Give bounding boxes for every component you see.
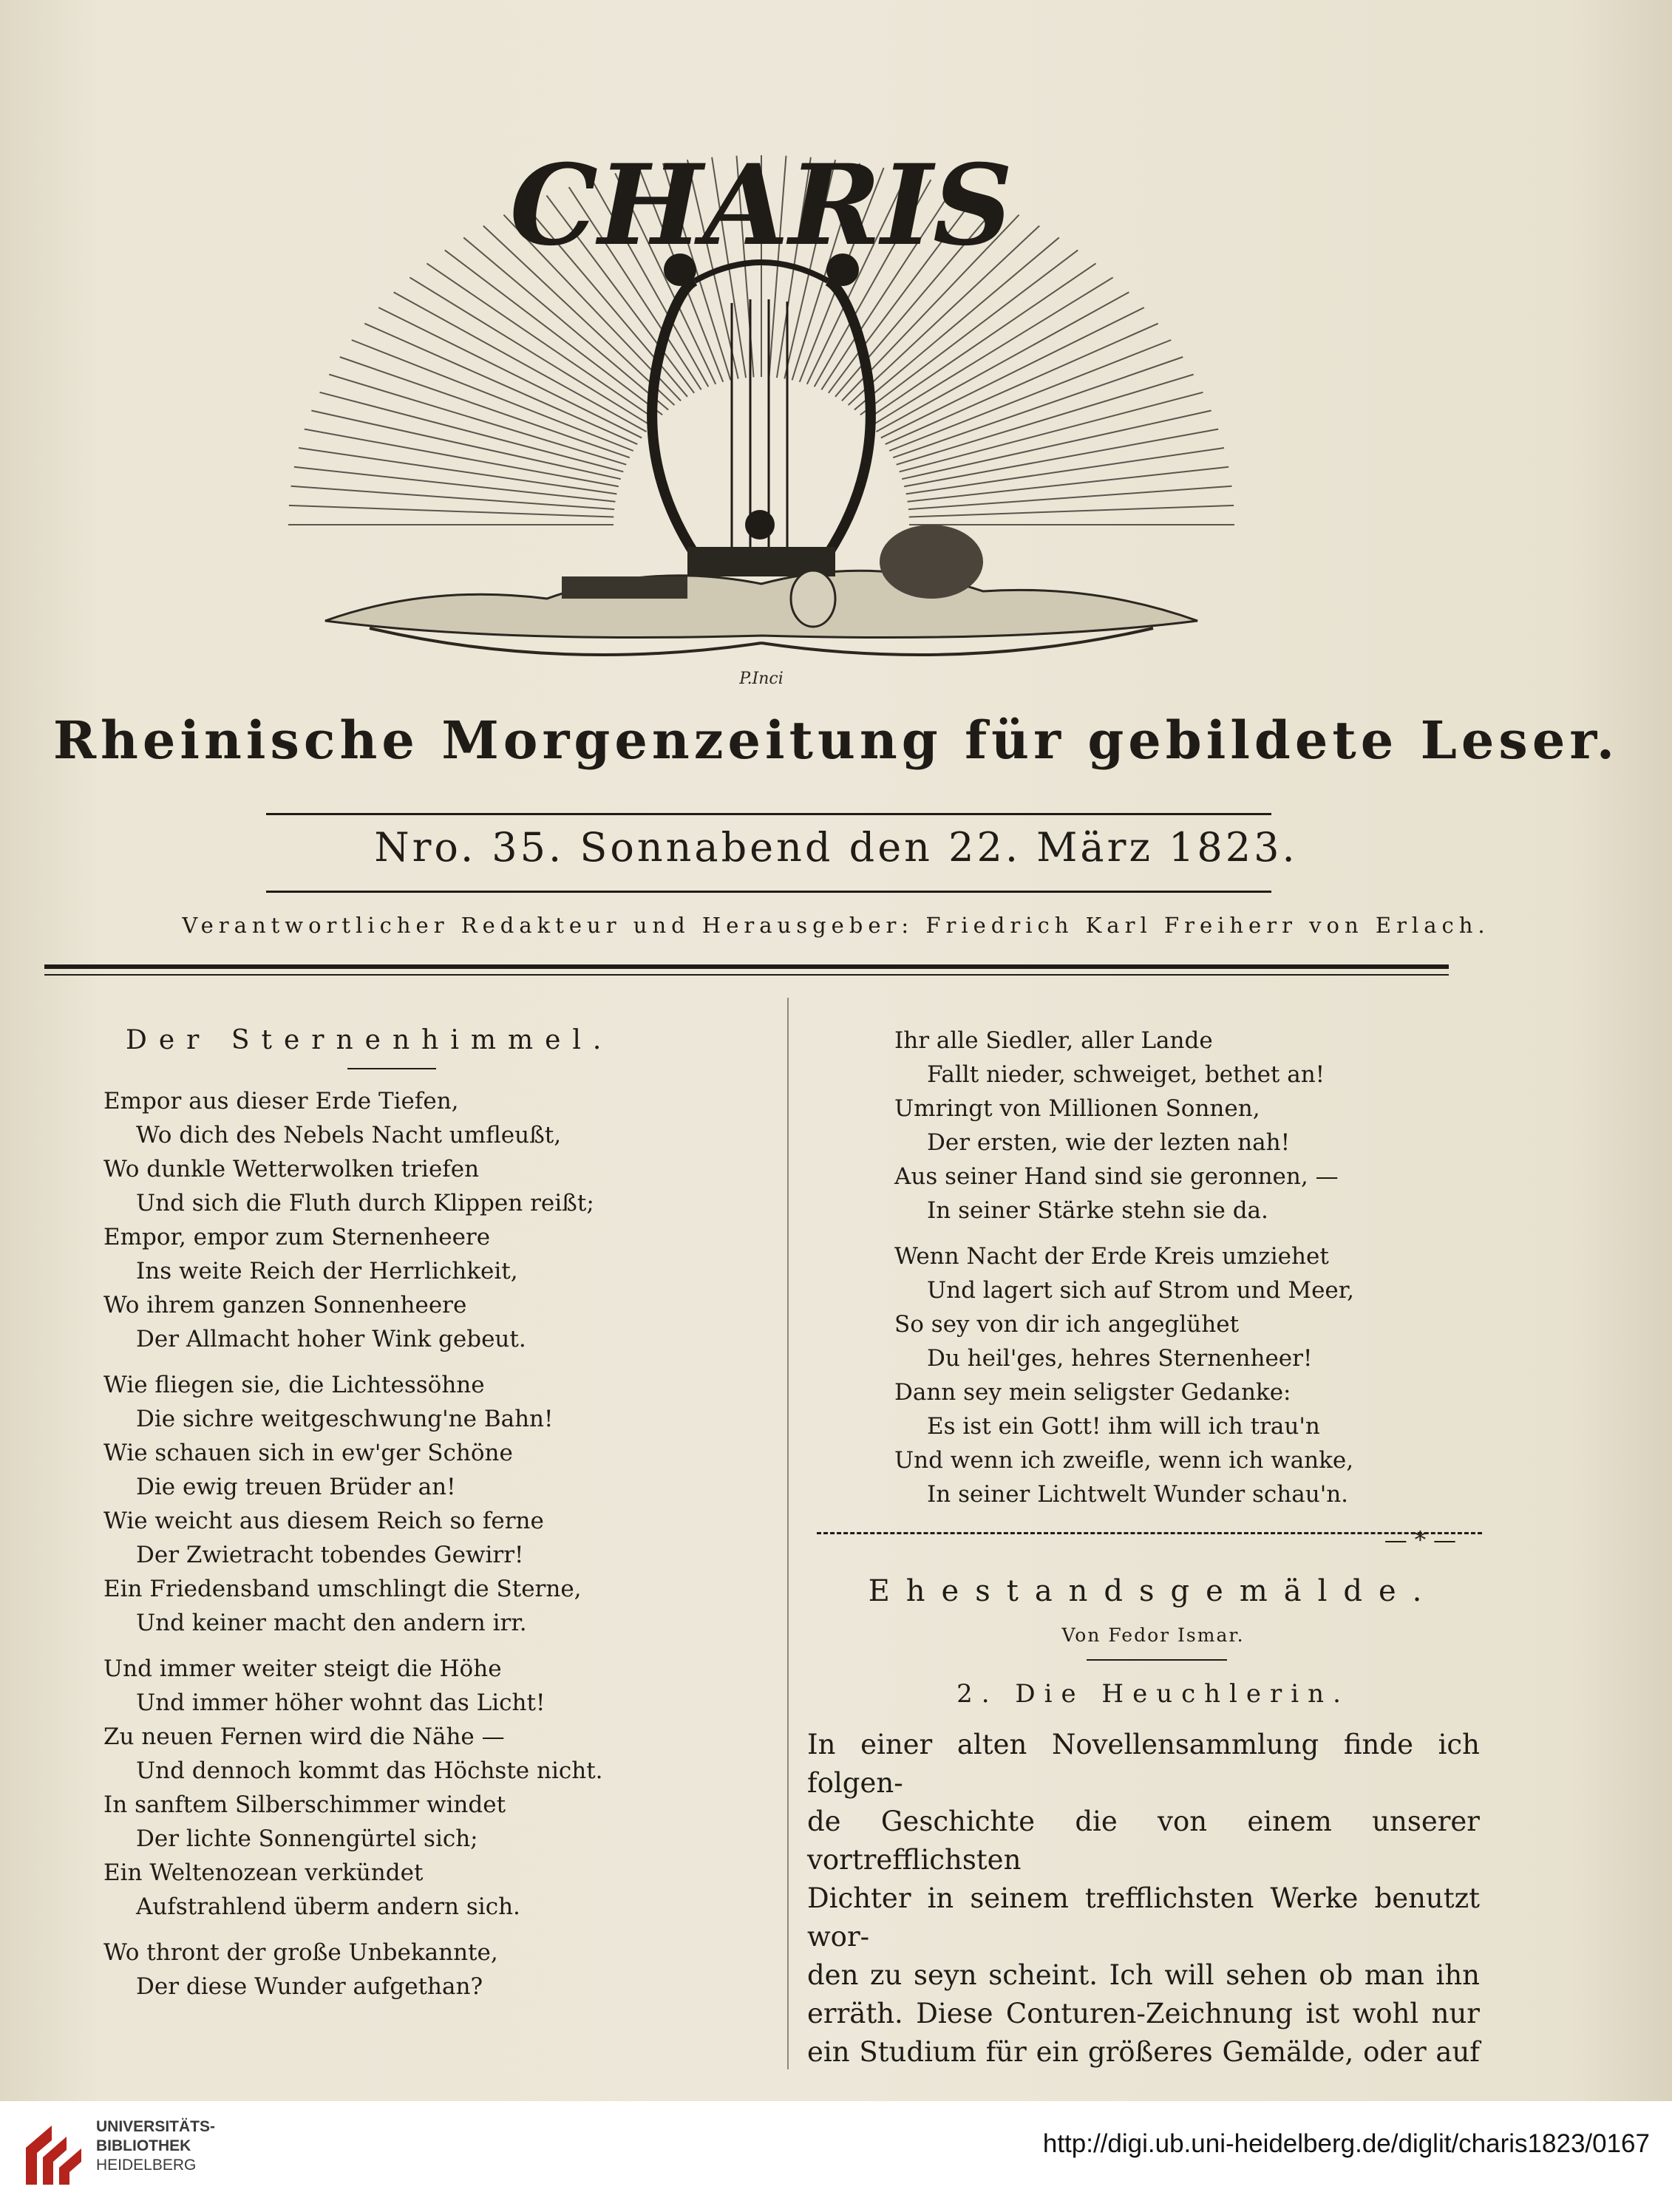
column-divider — [787, 998, 789, 2069]
poem-stanza — [894, 1024, 1486, 1228]
article-line: ein Studium für ein größeres Gemälde, oder auf — [807, 2036, 1480, 2068]
article-line: Dichter in seinem trefflichsten Werke benutzt wor- — [807, 1882, 1480, 1953]
article-line: In einer alten Novellensammlung finde ich folgen- — [807, 1729, 1480, 1799]
newspaper-subtitle: Rheinische Morgenzeitung für gebildete Leser. — [52, 709, 1620, 771]
poem-line: Dann sey mein seligster Gedanke: — [894, 1379, 1291, 1406]
poem-line: Der lichte Sonnengürtel sich; — [136, 1825, 478, 1852]
poem-continuation-column — [894, 1024, 1486, 1557]
poem-line: In seiner Stärke stehn sie da. — [927, 1197, 1268, 1224]
byline-rule — [1087, 1659, 1227, 1661]
article-title: Ehestandsgemälde. — [868, 1574, 1438, 1608]
library-line-2: BIBLIOTHEK — [96, 2137, 191, 2154]
poem-line: In seiner Lichtwelt Wunder schau'n. — [927, 1481, 1349, 1508]
article-line: den zu seyn scheint. Ich will sehen ob man ihn — [807, 1959, 1480, 1991]
poem-line: Und immer weiter steigt die Höhe — [103, 1655, 502, 1682]
article-chapter: 2. Die Heuchlerin. — [956, 1679, 1350, 1709]
poem-line: Die ewig treuen Brüder an! — [136, 1474, 456, 1500]
library-footer — [0, 2101, 1672, 2212]
source-url-link[interactable]: http://digi.ub.uni-heidelberg.de/diglit/charis1823/0167 — [1042, 2129, 1650, 2158]
poem-column — [103, 1024, 739, 2015]
lyre-vignette — [281, 111, 1242, 687]
poem-line: Umringt von Millionen Sonnen, — [894, 1095, 1260, 1122]
subtitle-rule — [266, 813, 1271, 815]
poem-title-rule — [347, 1068, 436, 1069]
poem-stanzas — [103, 1084, 739, 2004]
issue-rule — [266, 891, 1271, 893]
poem-stanza — [103, 1936, 739, 2004]
artist-signature: P.Inci — [739, 670, 784, 687]
poem-line: Empor aus dieser Erde Tiefen, — [103, 1088, 459, 1114]
poem-line: Wie fliegen sie, die Lichtessöhne — [103, 1372, 485, 1398]
poem-line: Ins weite Reich der Herrlichkeit, — [136, 1258, 518, 1284]
poem-line: Fallt nieder, schweiget, bethet an! — [927, 1061, 1325, 1088]
poem-line: Ein Weltenozean verkündet — [103, 1859, 424, 1886]
poem-line: Und immer höher wohnt das Licht! — [136, 1689, 546, 1716]
poem-line: Wo ihrem ganzen Sonnenheere — [103, 1292, 467, 1318]
poem-stanza — [894, 1239, 1486, 1511]
poem-line: Wo dich des Nebels Nacht umfleußt, — [136, 1122, 562, 1148]
poem-stanza — [103, 1368, 739, 1640]
poem-line: Wenn Nacht der Erde Kreis umziehet — [894, 1243, 1329, 1270]
poem-line: Wo dunkle Wetterwolken triefen — [103, 1156, 480, 1182]
issue-line: Nro. 35. Sonnabend den 22. März 1823. — [374, 824, 1298, 871]
poem-line: Der ersten, wie der lezten nah! — [927, 1129, 1291, 1156]
charis-logo-text: CHARIS — [509, 140, 1013, 270]
article-line: erräth. Diese Conturen-Zeichnung ist wohl nur — [807, 1998, 1480, 2029]
poem-line: Der diese Wunder aufgethan? — [136, 1973, 483, 2000]
poem-line: Du heil'ges, hehres Sternenheer! — [927, 1345, 1313, 1372]
poem-line: Es ist ein Gott! ihm will ich trau'n — [927, 1413, 1320, 1440]
poem-line: Aus seiner Hand sind sie geronnen, — — [894, 1163, 1339, 1190]
poem-line: Und sich die Fluth durch Klippen reißt; — [136, 1190, 594, 1216]
library-line-3: HEIDELBERG — [96, 2157, 197, 2174]
poem-line: Der Allmacht hoher Wink gebeut. — [136, 1326, 526, 1352]
section-divider — [817, 1532, 1482, 1534]
library-line-1: UNIVERSITÄTS- — [96, 2118, 216, 2135]
poem-line: Der Zwietracht tobendes Gewirr! — [136, 1542, 524, 1568]
poem-line: Die sichre weitgeschwung'ne Bahn! — [136, 1406, 554, 1432]
masthead-illustration — [281, 111, 1242, 687]
poem-line: In sanftem Silberschimmer windet — [103, 1791, 506, 1818]
poem-signature: — * — — [1384, 1527, 1456, 1553]
poem-line: Aufstrahlend überm andern sich. — [136, 1893, 520, 1920]
article-body — [807, 1726, 1480, 2072]
poem-line: Wie schauen sich in ew'ger Schöne — [103, 1440, 513, 1466]
header-thick-rule — [44, 964, 1449, 969]
poem-title: Der Sternenhimmel. — [126, 1025, 614, 1055]
poem-line: Und keiner macht den andern irr. — [136, 1610, 527, 1636]
poem-line: Zu neuen Fernen wird die Nähe — — [103, 1723, 505, 1750]
poem-line: Wo thront der große Unbekannte, — [103, 1939, 498, 1966]
poem-continuation — [894, 1024, 1486, 1511]
editor-line: Verantwortlicher Redakteur und Herausgeber: Friedrich Karl Freiherr von Erlach. — [182, 913, 1490, 938]
poem-line: Ein Friedensband umschlingt die Sterne, — [103, 1576, 582, 1602]
poem-line: Und lagert sich auf Strom und Meer, — [927, 1277, 1355, 1304]
library-name — [96, 2117, 215, 2175]
poem-line: Und dennoch kommt das Höchste nicht. — [136, 1757, 603, 1784]
library-logo-icon — [22, 2122, 85, 2191]
article-byline: Von Fedor Ismar. — [1061, 1624, 1245, 1646]
header-thin-rule — [44, 974, 1449, 976]
poem-line: So sey von dir ich angeglühet — [894, 1311, 1240, 1338]
article-line: de Geschichte die von einem unserer vortrefflichsten — [807, 1806, 1480, 1876]
poem-line: Empor, empor zum Sternenheere — [103, 1224, 491, 1250]
poem-line: Ihr alle Siedler, aller Lande — [894, 1027, 1213, 1054]
poem-line: Und wenn ich zweifle, wenn ich wanke, — [894, 1447, 1354, 1474]
poem-stanza — [103, 1652, 739, 1924]
poem-line: Wie weicht aus diesem Reich so ferne — [103, 1508, 544, 1534]
poem-stanza — [103, 1084, 739, 1356]
